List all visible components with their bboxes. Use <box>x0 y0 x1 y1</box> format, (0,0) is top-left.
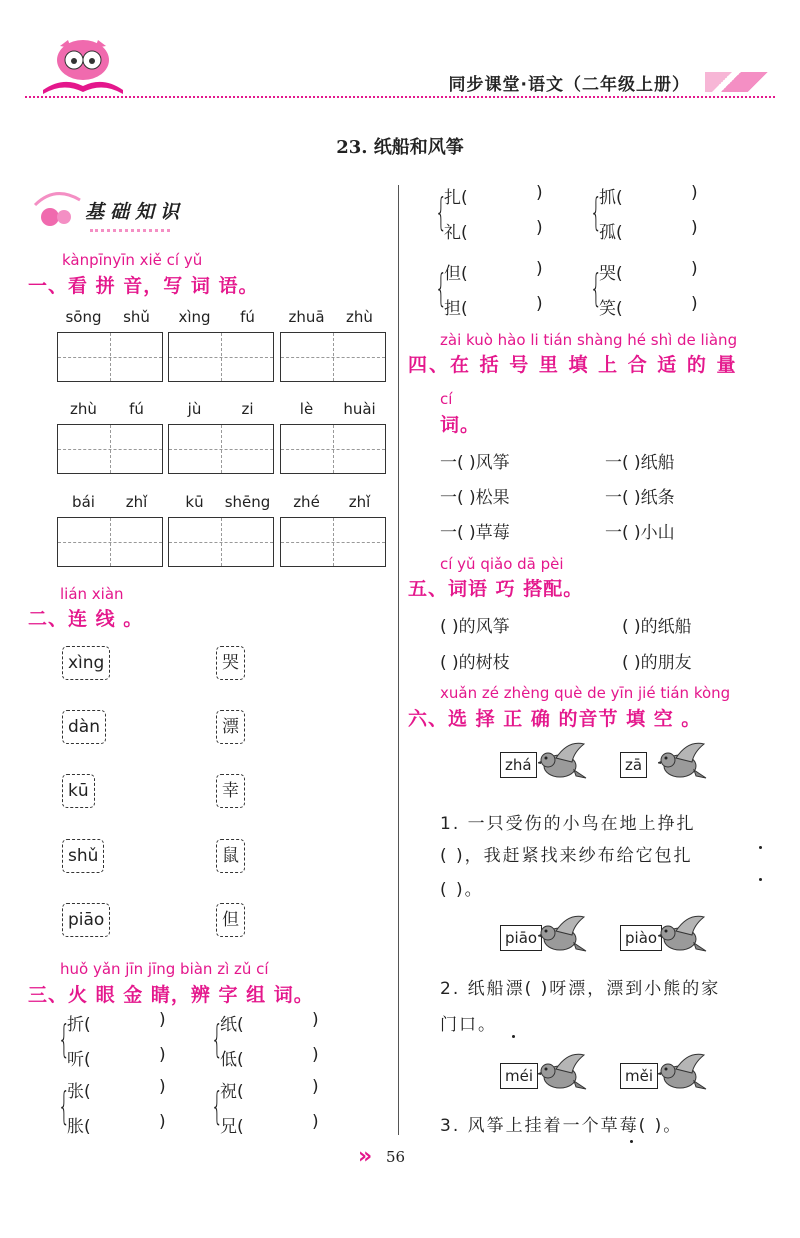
grid-pinyin: lè <box>299 400 314 418</box>
char-blank[interactable]: 纸( <box>220 1015 244 1035</box>
grid-pinyin: zhǐ <box>348 493 371 511</box>
char-blank[interactable]: 祝( <box>220 1082 244 1102</box>
char-blank[interactable]: 哭( <box>599 264 623 284</box>
char-blank-close: ) <box>536 294 543 314</box>
grid-pinyin: sōng <box>65 308 102 326</box>
char-blank-close: ) <box>312 1077 319 1097</box>
bird-icon <box>538 1049 588 1095</box>
match-char-card[interactable] <box>216 839 245 873</box>
brace-bracket: { <box>435 266 448 310</box>
grid-pinyin: zi <box>241 400 254 418</box>
basics-label: 基础知识 <box>85 201 186 223</box>
writing-box[interactable] <box>168 424 274 474</box>
writing-box[interactable] <box>168 332 274 382</box>
emphasis-dot <box>759 878 762 881</box>
grid-pinyin: zhuā <box>288 308 325 326</box>
match-label: 哭 <box>222 653 239 673</box>
char-blank[interactable]: 听( <box>67 1050 91 1070</box>
grid-pinyin: kū <box>185 493 204 511</box>
char-blank[interactable]: 张( <box>67 1082 91 1102</box>
measure-word-blank[interactable]: 一( )小山 <box>605 523 675 543</box>
lesson-title: 23. 纸船和风筝 <box>336 137 464 158</box>
word-match-blank[interactable]: ( )的纸船 <box>622 617 692 637</box>
q2-line1[interactable]: 2. 纸船漂( )呀漂，漂到小熊的家 <box>440 979 721 999</box>
char-blank[interactable]: 折( <box>67 1015 91 1035</box>
char-blank-close: ) <box>691 218 698 238</box>
writing-box[interactable] <box>280 424 386 474</box>
char-blank[interactable]: 礼( <box>444 223 468 243</box>
brace-bracket: { <box>435 190 448 234</box>
q1-line1: 1. 一只受伤的小鸟在地上挣扎 <box>440 814 696 834</box>
word-match-blank[interactable]: ( )的树枝 <box>440 653 510 673</box>
writing-box[interactable] <box>57 332 163 382</box>
double-chevron-icon: » <box>358 1144 373 1169</box>
brace-bracket: { <box>590 190 603 234</box>
char-blank-close: ) <box>691 183 698 203</box>
grid-pinyin: shēng <box>224 493 271 511</box>
s4-pinyin2: cí <box>440 390 453 408</box>
bird-icon <box>538 738 588 784</box>
brace-bracket: { <box>211 1017 224 1061</box>
match-pinyin-card[interactable] <box>62 646 110 680</box>
writing-box[interactable] <box>168 517 274 567</box>
brace-bracket: { <box>590 266 603 310</box>
header-title: 同步课堂·语文（二年级上册） <box>448 75 690 95</box>
s1-title: 一、看 拼 音，写 词 语。 <box>28 275 259 297</box>
grid-pinyin: zhù <box>346 308 373 326</box>
match-label: piāo <box>68 910 105 930</box>
s3-pinyin: huǒ yǎn jīn jīng biàn zì zǔ cí <box>60 960 269 978</box>
char-blank-close: ) <box>159 1010 166 1030</box>
match-label: 但 <box>222 910 239 930</box>
word-match-blank[interactable]: ( )的朋友 <box>622 653 692 673</box>
s2-pinyin: lián xiàn <box>60 585 124 603</box>
writing-box[interactable] <box>280 517 386 567</box>
match-label: dàn <box>68 717 100 737</box>
measure-word-blank[interactable]: 一( )松果 <box>440 488 510 508</box>
char-blank[interactable]: 但( <box>444 264 468 284</box>
q1-line2[interactable]: ( )，我赶紧找来纱布给它包扎 <box>440 846 693 866</box>
grid-pinyin: bái <box>72 493 95 511</box>
match-char-card[interactable] <box>216 903 245 937</box>
column-divider <box>398 185 399 1135</box>
char-blank[interactable]: 胀( <box>67 1117 91 1137</box>
grid-pinyin: zhù <box>70 400 97 418</box>
grid-pinyin: xìng <box>178 308 211 326</box>
char-blank[interactable]: 扎( <box>444 188 468 208</box>
grid-pinyin: zhé <box>293 493 320 511</box>
bird-icon <box>658 738 708 784</box>
q3-line1[interactable]: 3. 风筝上挂着一个草莓( )。 <box>440 1116 683 1136</box>
match-label: xìng <box>68 653 105 673</box>
match-label: shǔ <box>68 846 99 866</box>
s4-title: 四、在 括 号 里 填 上 合 适 的 量 <box>408 354 738 376</box>
match-label: 幸 <box>222 781 239 801</box>
s6-pinyin: xuǎn zé zhèng què de yīn jié tián kòng <box>440 684 731 702</box>
page-number: 56 <box>386 1148 406 1166</box>
basics-badge <box>30 185 210 240</box>
match-char-card[interactable] <box>216 646 245 680</box>
match-pinyin-card[interactable] <box>62 774 95 808</box>
char-blank[interactable]: 笑( <box>599 299 623 319</box>
s6-title: 六、选 择 正 确 的音节 填 空 。 <box>408 708 702 730</box>
char-blank-close: ) <box>536 183 543 203</box>
s2-title: 二、连 线 。 <box>28 608 144 630</box>
syllable-option[interactable]: piāo <box>500 925 542 951</box>
char-blank-close: ) <box>159 1045 166 1065</box>
grid-pinyin: fú <box>240 308 255 326</box>
match-pinyin-card[interactable] <box>62 903 110 937</box>
syllable-option[interactable]: zhá <box>500 752 537 778</box>
header-divider <box>25 96 775 98</box>
match-char-card[interactable] <box>216 710 245 744</box>
s5-pinyin: cí yǔ qiǎo dā pèi <box>440 555 564 573</box>
q1-line3[interactable]: ( )。 <box>440 880 484 900</box>
match-label: 漂 <box>222 717 239 737</box>
char-blank[interactable]: 担( <box>444 299 468 319</box>
char-blank[interactable]: 低( <box>220 1050 244 1070</box>
measure-word-blank[interactable]: 一( )风筝 <box>440 453 510 473</box>
char-blank[interactable]: 孤( <box>599 223 623 243</box>
char-blank[interactable]: 兄( <box>220 1117 244 1137</box>
grid-pinyin: zhǐ <box>125 493 148 511</box>
brace-bracket: { <box>211 1084 224 1128</box>
measure-word-blank[interactable]: 一( )草莓 <box>440 523 510 543</box>
writing-box[interactable] <box>57 424 163 474</box>
match-pinyin-card[interactable] <box>62 710 106 744</box>
bird-icon <box>538 911 588 957</box>
writing-box[interactable] <box>280 332 386 382</box>
char-blank-close: ) <box>536 218 543 238</box>
measure-word-blank[interactable]: 一( )纸条 <box>605 488 675 508</box>
bird-icon <box>658 1049 708 1095</box>
header-stripe <box>705 72 775 92</box>
char-blank-close: ) <box>312 1112 319 1132</box>
syllable-option[interactable]: méi <box>500 1063 538 1089</box>
char-blank-close: ) <box>691 294 698 314</box>
brace-bracket: { <box>58 1084 71 1128</box>
s1-pinyin: kànpīnyīn xiě cí yǔ <box>62 251 203 269</box>
syllable-option[interactable]: měi <box>620 1063 658 1089</box>
match-label: kū <box>68 781 89 801</box>
s3-title: 三、火 眼 金 睛，辨 字 组 词。 <box>28 984 314 1006</box>
char-blank-close: ) <box>312 1010 319 1030</box>
grid-pinyin: fú <box>129 400 144 418</box>
char-blank-close: ) <box>159 1112 166 1132</box>
match-char-card[interactable] <box>216 774 245 808</box>
char-blank-close: ) <box>691 259 698 279</box>
char-blank-close: ) <box>159 1077 166 1097</box>
char-blank-close: ) <box>536 259 543 279</box>
syllable-option[interactable]: zā <box>620 752 647 778</box>
measure-word-blank[interactable]: 一( )纸船 <box>605 453 675 473</box>
match-label: 鼠 <box>222 846 239 866</box>
emphasis-dot <box>512 1035 515 1038</box>
brace-bracket: { <box>58 1017 71 1061</box>
s4-title2: 词。 <box>440 414 481 436</box>
s4-pinyin: zài kuò hào li tián shàng hé shì de liàng <box>440 331 738 349</box>
s5-title: 五、词语 巧 搭配。 <box>408 578 584 600</box>
mascot-logo <box>38 38 128 96</box>
writing-box[interactable] <box>57 517 163 567</box>
emphasis-dot <box>630 1140 633 1143</box>
char-blank-close: ) <box>312 1045 319 1065</box>
emphasis-dot <box>759 846 762 849</box>
match-pinyin-card[interactable] <box>62 839 104 873</box>
bird-icon <box>658 911 708 957</box>
syllable-option[interactable]: piào <box>620 925 662 951</box>
word-match-blank[interactable]: ( )的风筝 <box>440 617 510 637</box>
char-blank[interactable]: 抓( <box>599 188 623 208</box>
grid-pinyin: shǔ <box>123 308 150 326</box>
grid-pinyin: jù <box>187 400 202 418</box>
grid-pinyin: huài <box>343 400 376 418</box>
q2-line2: 门口。 <box>440 1015 497 1035</box>
